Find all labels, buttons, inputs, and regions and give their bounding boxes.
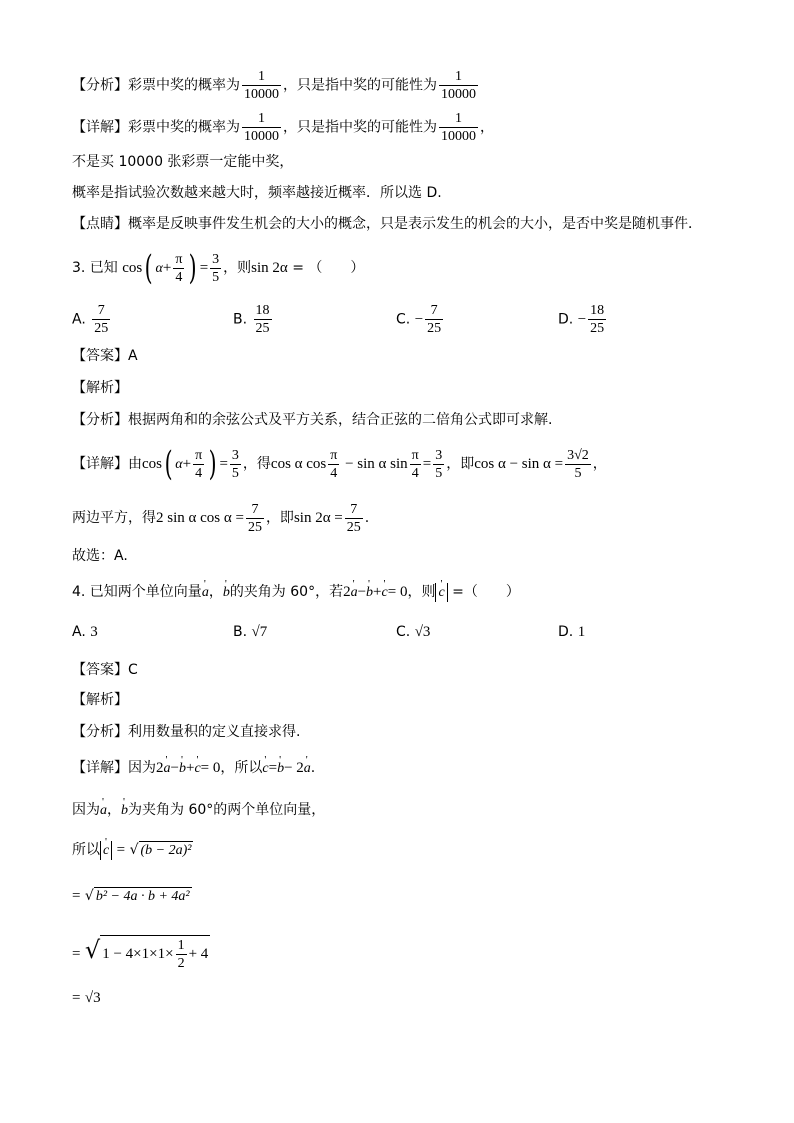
- square-line: 两边平方，得2 sin α cos α = $\frac{7}{25}$ ，即sin 2α = $\frac{7}{25}$ .: [72, 501, 370, 535]
- answer-3: 【答案】A: [72, 348, 138, 364]
- text-line: 概率是指试验次数越来越大时，频率越接近概率．所以选 D.: [72, 185, 442, 201]
- analysis-3: 【分析】根据两角和的余弦公式及平方关系，结合正弦的二倍角公式即可求解.: [72, 412, 553, 428]
- option-c[interactable]: C. − $\frac{7}{25}$: [396, 303, 442, 336]
- detail-line-1: 【详解】彩票中奖的概率为 $\frac{1}{10000}$ ，只是指中奖的可能性为 $\frac{1}{10000}$ ，: [72, 111, 494, 144]
- analysis-4: 【分析】利用数量积的定义直接求得.: [72, 724, 301, 740]
- answer-4: 【答案】C: [72, 662, 138, 678]
- option-d[interactable]: D. 1: [558, 624, 586, 640]
- calc-row-2: = √ b² − 4a · b + 4a²: [72, 888, 190, 904]
- calc-row-4: = √3: [72, 990, 101, 1006]
- explanation-heading: 【解析】: [72, 692, 128, 708]
- remark-line: 【点睛】概率是反映事件发生机会的大小的概念，只是表示发生的机会的大小，是否中奖是随机事件．: [72, 216, 702, 232]
- option-a[interactable]: A. 3: [72, 624, 98, 640]
- text-line: 不是买 10000 张彩票一定能中奖，: [72, 154, 294, 170]
- fraction: $\frac{\pi}{4}$: [175, 251, 183, 285]
- question-3: 3. 已知 cos( α+ $\frac{\pi}{4}$ ) = $\frac{3}{5}$ ，则sin 2α = （ ）: [72, 248, 365, 288]
- fraction: $\frac{1}{10000}$: [244, 111, 279, 144]
- fraction: $\frac{3}{5}$: [212, 251, 220, 285]
- option-b[interactable]: B. $\frac{18}{25}$: [233, 303, 270, 336]
- option-c[interactable]: C. √3: [396, 624, 431, 640]
- because-line: 因为' a，' b为夹角为 60°的两个单位向量，: [72, 800, 325, 821]
- detail-4: 【详解】因为2' a−' b+' c= 0，所以' c=' b− 2' a.: [72, 758, 315, 779]
- analysis-line-1: 【分析】彩票中奖的概率为 $\frac{1}{10000}$ ，只是指中奖的可能性为 $\frac{1}{10000}$: [72, 69, 476, 102]
- detail-3: 【详解】由cos( α+ $\frac{\pi}{4}$ ) = $\frac{3}{5}$ ，得cos α cos $\frac{\pi}{4}$ − sin α sin $\frac{\pi}{4}$ = $\frac{3}{5}$ ，即cos α − sin α = $\frac{3√2}{5}$ ，: [72, 444, 607, 484]
- explanation-heading: 【解析】: [72, 380, 128, 396]
- fraction: $\frac{1}{10000}$: [441, 111, 476, 144]
- calc-row-1: 所以' c = √ (b − 2a)²: [72, 840, 193, 860]
- fraction: $\frac{1}{10000}$: [244, 69, 279, 102]
- option-a[interactable]: A. $\frac{7}{25}$: [72, 303, 109, 336]
- option-b[interactable]: B. √7: [233, 624, 268, 640]
- option-d[interactable]: D. − $\frac{18}{25}$: [558, 303, 605, 336]
- fraction: $\frac{1}{10000}$: [441, 69, 476, 102]
- choose-3: 故选：A.: [72, 548, 128, 564]
- calc-row-3: = √ 1 − 4×1×1× $\frac{1}{2}$ + 4: [72, 936, 209, 972]
- question-4: 4. 已知两个单位向量' a，' b的夹角为 60°，若2' a−' b+' c= 0，则' c =（ ）: [72, 582, 520, 603]
